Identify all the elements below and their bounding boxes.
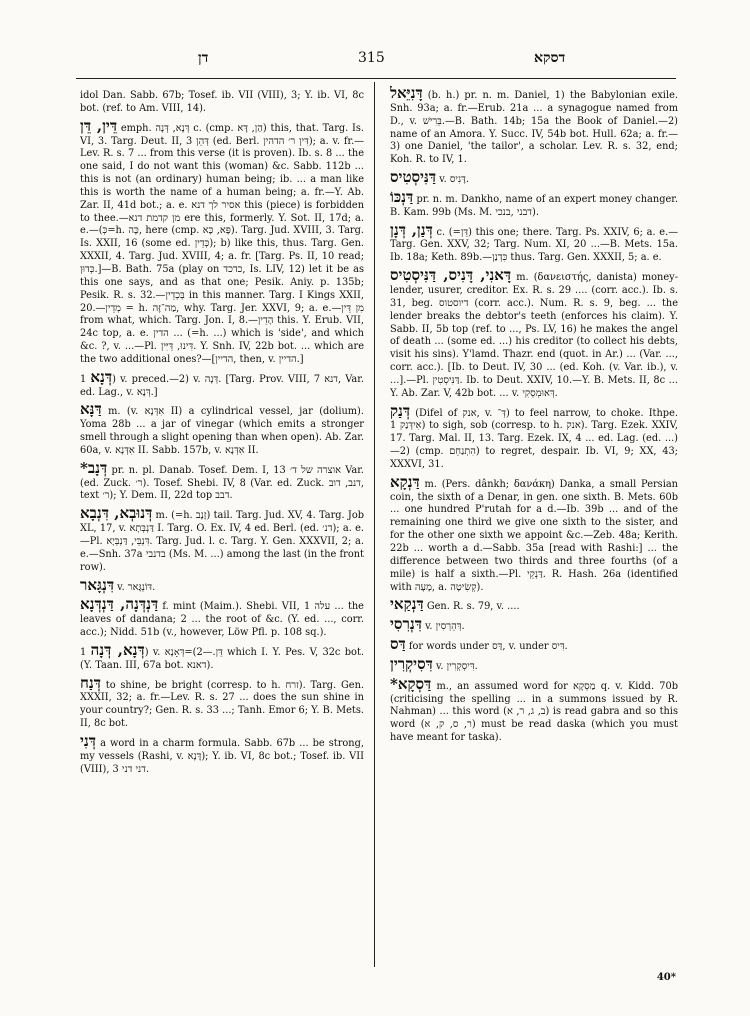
entry-headword: דִּנְרִסִי [390, 615, 422, 634]
entry-text: m., an assumed word for מַסְקָא q. v. Kidd. 70b (criticising the spelling ... in a summons issued by R. Nahman) ... this word (ב, ג, ר, א) is read gabra and so this word (ר, ס, ק, א) must be read daska (which you must have meant for taska). [390, 680, 678, 744]
entry-text: v. דּוֹנְגָּאר. [117, 581, 156, 593]
dictionary-entry [390, 472, 678, 595]
entry-headword: *דְּנָב [80, 458, 108, 477]
entry-text: m. (v. אִדְּנָא II) a cylindrical vessel, jar (dolium). Yoma 28b ... a jar of vinegar (which emits a stronger smell through a slight opening than when open). Ab. Zar. 60a, v. אִדְּנָא II. Sabb. 157b, v. אִדְּנָא II. [80, 406, 364, 456]
entry-text: v. דָּנִיס. [439, 174, 469, 186]
entry-text: v. דִּיסְקְרִין. [435, 660, 478, 672]
dictionary-entry [80, 597, 364, 640]
entry-text: m. (=h. זָנָב) tail. Targ. Jud. XV, 4. Targ. Job XL, 17, v. דַּנְבְּתָא I. Targ. O. Ex. IV, 4 ed. Berl. (ed. דנ׳); a. e.—Pl. דִּנְבֵּי, דַּנְבְּיָא. Targ. Jud. l. c. Targ. Y. Gen. XXXVII, 2; a. e.—Snh. 37a בדנבי (Ms. M. ...) among the last (in the front row). [80, 510, 364, 573]
entry-headword: דְּנַן, דְּנָן [390, 220, 433, 239]
entry-headword: דַּנָּא [80, 400, 102, 419]
dictionary-entry [390, 268, 678, 400]
entry-text: Gen. R. s. 79, v. .... [426, 601, 520, 613]
dictionary-entry [80, 367, 364, 400]
dictionary-entry [80, 731, 364, 777]
header-rule [76, 78, 676, 79]
header-right-guide-word: דסקא [534, 50, 566, 66]
entry-text: idol Dan. Sabb. 67b; Tosef. ib. VII (VIII), 3; Y. ib. VI, 8c bot. (ref. to Am. VIII, 14). [80, 90, 364, 114]
dictionary-entry [390, 597, 678, 614]
entry-headword: דָּאנִי, דָּנִיס, דַּנִּיסְטִיס [390, 266, 512, 285]
entry-text: for words under דַּס, v. under דִּיס. [408, 641, 568, 653]
entry-text: f. mint (Maim.). Shebi. VII, 1 עלה ... the leaves of dandana; 2 ... the root of &c. (Y. ed. ..., corr. acc.); Nidd. 51b (v., however, Löw Pfl. p. 108 sq.). [80, 601, 364, 639]
entry-headword: דְּנָא, דְּנָה [90, 640, 145, 659]
dictionary-entry [80, 673, 364, 731]
right-column [390, 86, 678, 966]
dictionary-entry [390, 654, 678, 674]
dictionary-entry [80, 575, 364, 595]
entry-headword: דֵּין, דֵּן [80, 116, 118, 135]
entry-text: 1) v. preced.—2) v. דְּנָה. [Targ. Prov. VIII, 7 דנא, Var. ed. Lag., v. דְּנָא.] [80, 373, 364, 398]
header-left-guide-word: דן [198, 50, 209, 66]
entry-text: to shine, be bright (corresp. to h. זרח). Targ. Gen. XXXII, 32; a. fr.—Lev. R. s. 27 ... does the sun shine in your country?; Gen. R. s. 33 ...; Tanh. Emor 6; Y. B. Mets. II, 8c bot. [80, 679, 364, 730]
entry-text: c. (=דֵּן) this one; there. Targ. Ps. XXIV, 6; a. e.—Targ. Gen. XXV, 32; Targ. Num. XI, 20 ...—B. Mets. 15a. Ib. 18a; Keth. 89b.—כִּדְנַן thus. Targ. Gen. XXXII, 5; a. e. [390, 226, 678, 264]
entry-headword: דְּנַק [390, 401, 411, 420]
entry-text: pr. n. pl. Danab. Tosef. Dem. I, 13 אוצרה של ד׳ Var. (ed. Zuck. ר׳). Tosef. Shebi. IV, 8 (Var. ed. Zuck. דנב, דוב, text ר׳); Y. Dem. II, 22d top דבב. [80, 464, 364, 502]
entry-headword: דִּנְגָּאר [80, 575, 115, 594]
entry-text: (Difel of אנק, v. דְּ־) to feel narrow, to choke. Ithpe. אִידְּנַק 1) to sigh, sob (corresp. to h. אנק). Targ. Ezek. XXIV, 17. Targ. Mal. II, 13. Targ. Ezek. IX, 4 ... ed. Lag. (ed. ...)—2) (cmp. הִתְנַחֵם) to regret, despair. Ib. VI, 9; XX, 43; XXXVI, 31. [390, 407, 678, 470]
dictionary-entry [390, 617, 678, 634]
entry-headword: דִּסִיקְרִין [390, 654, 433, 673]
entry-headword: דְּנוּבְא, דִּנְבָא [80, 504, 153, 523]
dictionary-entry [390, 170, 678, 187]
dictionary-entry [80, 640, 364, 673]
entry-text: m. (Pers. dânkh; δανάκη) Danka, a small Persian coin, the sixth of a Denar, in gen. one sixth. B. Mets. 60b ... one hundred P'rutah for a d.—Ib. 39b ... and of the remaining one third we give one sixth to the sister, and for the other one sixth we appoint &c.—Zeb. 48a; Kerith. 22b ... worth a d.—Sabb. 35a [read with Rashi:] ... the difference between two thirds and three fourths (of a mile) is half a sixth.—Pl. דַּנְקֵי. R. Hash. 26a (identified with מָעָה, a. קְשִׂיטָה). [390, 478, 678, 593]
entry-text: 1) v. דֵּן.—2)=דְּאָנָא which I. Y. Pes. V, 32c bot. (Y. Taan. III, 67a bot. דאנא). [80, 646, 364, 671]
entry-headword: דְּנָא [90, 367, 113, 386]
dictionary-entry [80, 402, 364, 457]
entry-text: emph. דְּנָא, דְּנָה c. (cmp. הַן, דָּא) this, that. Targ. Is. VI, 3. Targ. Deut. II, 3 דְּהֵן (ed. Berl. דִּין ר׳ הדהין); a. v. fr.—Lev. R. s. 7 ... from this verse (it is proven). Ib. s. 8 ... the one said, I do not want this (woman) &c. Sabb. 112b ... this is not (an ordinary) human being; ib. ... a man like this is worth the name of a human being; a. fr.—Y. Ab. Zar. II, 41d bot.; a. e. אסיר לך דנא this (piece) is forbidden to thee.—מן קדמת דנא ere this, formerly. Y. Sot. II, 17d; a. e.—(כְּ=h. כָּה, here (cmp. פָּא, כָּא). Targ. Jud. XVIII, 3. Targ. Is. XXII, 16 (some ed. כְּדֵין); b) like this, thus. Targ. Gen. XXXII, 4. Targ. Jud. XVIII, 4; a. fr. [Targ. Ps. II, 10 read; כְּדוּן.]—B. Bath. 75a (play on כדכד, Is. LIV, 12) let it be as this one says, and as that one; Pesik. Aniy. p. 135b; Pesik. R. s. 32.—בְּכְדֵין in this manner. Targ. I Kings XXII, 20.—מְדֵין = h. מַה־זֶּה, why. Targ. Jer. XXVI, 9; a. e.—מִן דֵּין from what, which. Targ. Jon. I, 8.—הָדֵין this. Y. Erub. VII, 24c top, a. e. הדין ... (=h. ...) which is 'side', and which &c. ?, v. ...—Pl. דִּינוּ, דֵּיִּין. Y. Snh. IV, 22b bot. ... which are the two additional ones?—[הדיין, then, v. הדיין.] [80, 122, 364, 365]
entry-text: v. דְּהֵרְסִין. [425, 621, 465, 633]
dictionary-entry [80, 458, 364, 504]
entry-text: (b. h.) pr. n. m. Daniel, 1) the Babylonian exile. Snh. 93a; a. fr.—Erub. 21a ... a synagogue named from D., v. בֵּרִישׁ.—B. Bath. 14b; 15a the Book of Daniel.—2) name of an Amora. Y. Succ. IV, 54b bot. Hull. 62a; a. fr.—3) one Daniel, 'the tailor', a scholar. Lev. R. s. 32, end; Koh. R. to IV, 1. [390, 90, 678, 166]
page-number: 315 [358, 50, 385, 66]
dictionary-entry [80, 86, 364, 116]
column-divider [374, 82, 375, 967]
dictionary-entry [390, 637, 678, 654]
dictionary-entry [80, 506, 364, 574]
dictionary-entry [390, 220, 678, 266]
entry-headword: דַּס [390, 635, 406, 654]
entry-headword: דְּנַח [80, 673, 101, 692]
entry-headword: *דַּסְקָא [390, 674, 432, 693]
entry-headword: דַּנִּיסְטִיס [390, 168, 437, 187]
dictionary-entry [390, 86, 678, 167]
entry-headword: דְּנִי [80, 731, 97, 750]
entry-text: pr. n. m. Dankho, name of an expert money changer. B. Kam. 99b (Ms. M. דבני ,בנכי). [390, 193, 678, 218]
signature-mark: 40* [656, 972, 676, 983]
entry-headword: דַּנְקָא [390, 472, 420, 491]
dictionary-entry [390, 401, 678, 472]
left-column [80, 86, 364, 966]
dictionary-entry [390, 674, 678, 745]
entry-headword: דַּנְכּוֹ [390, 187, 414, 206]
entry-headword: דַּנְדְּנָה, דַּנְדְּנָא [80, 595, 159, 614]
dictionary-entry [80, 116, 364, 367]
entry-headword: דַּנְקַאי [390, 595, 424, 614]
entry-text: m. (δανειστής, danista) money-lender, usurer, creditor. Ex. R. s. 29 .... (corr. acc.). Ib. s. 31, beg. דיוסטוס (corr. acc.). Num. R. s. 9, beg. ... the lender breaks the debtor's teeth (enforces his claim). Y. Sabb. II, 5b top (ref. to ..., Ps. LV, 16) he makes the angel of death ... (some ed. ...) his creditor (to collect his debts, visit his sins). Y'lamd. Thazr. end (quot. in Ar.) ... (Var. ..., corr. acc.). [Ib. to Deut. IV, 30 ... (ed. Koh. (v. Var. ib.), v. ...].—Pl. דַּנִּיסְטִין. Ib. to Deut. XXIV, 10.—Y. B. Mets. II, 8c ... Y. Ab. Zar. V, 42b bot. ... v. דְּאוּמְסְקִי. [390, 272, 678, 399]
entry-headword: דָּנִיֵּאל [390, 86, 423, 102]
dictionary-entry [390, 187, 678, 220]
entry-text: a word in a charm formula. Sabb. 67b ... be strong, my vessels (Rashi, v. דָּנָא); Y. ib. VI, 8c bot.; Tosef. ib. VII (VIII), 3 דני דני. [80, 737, 364, 775]
